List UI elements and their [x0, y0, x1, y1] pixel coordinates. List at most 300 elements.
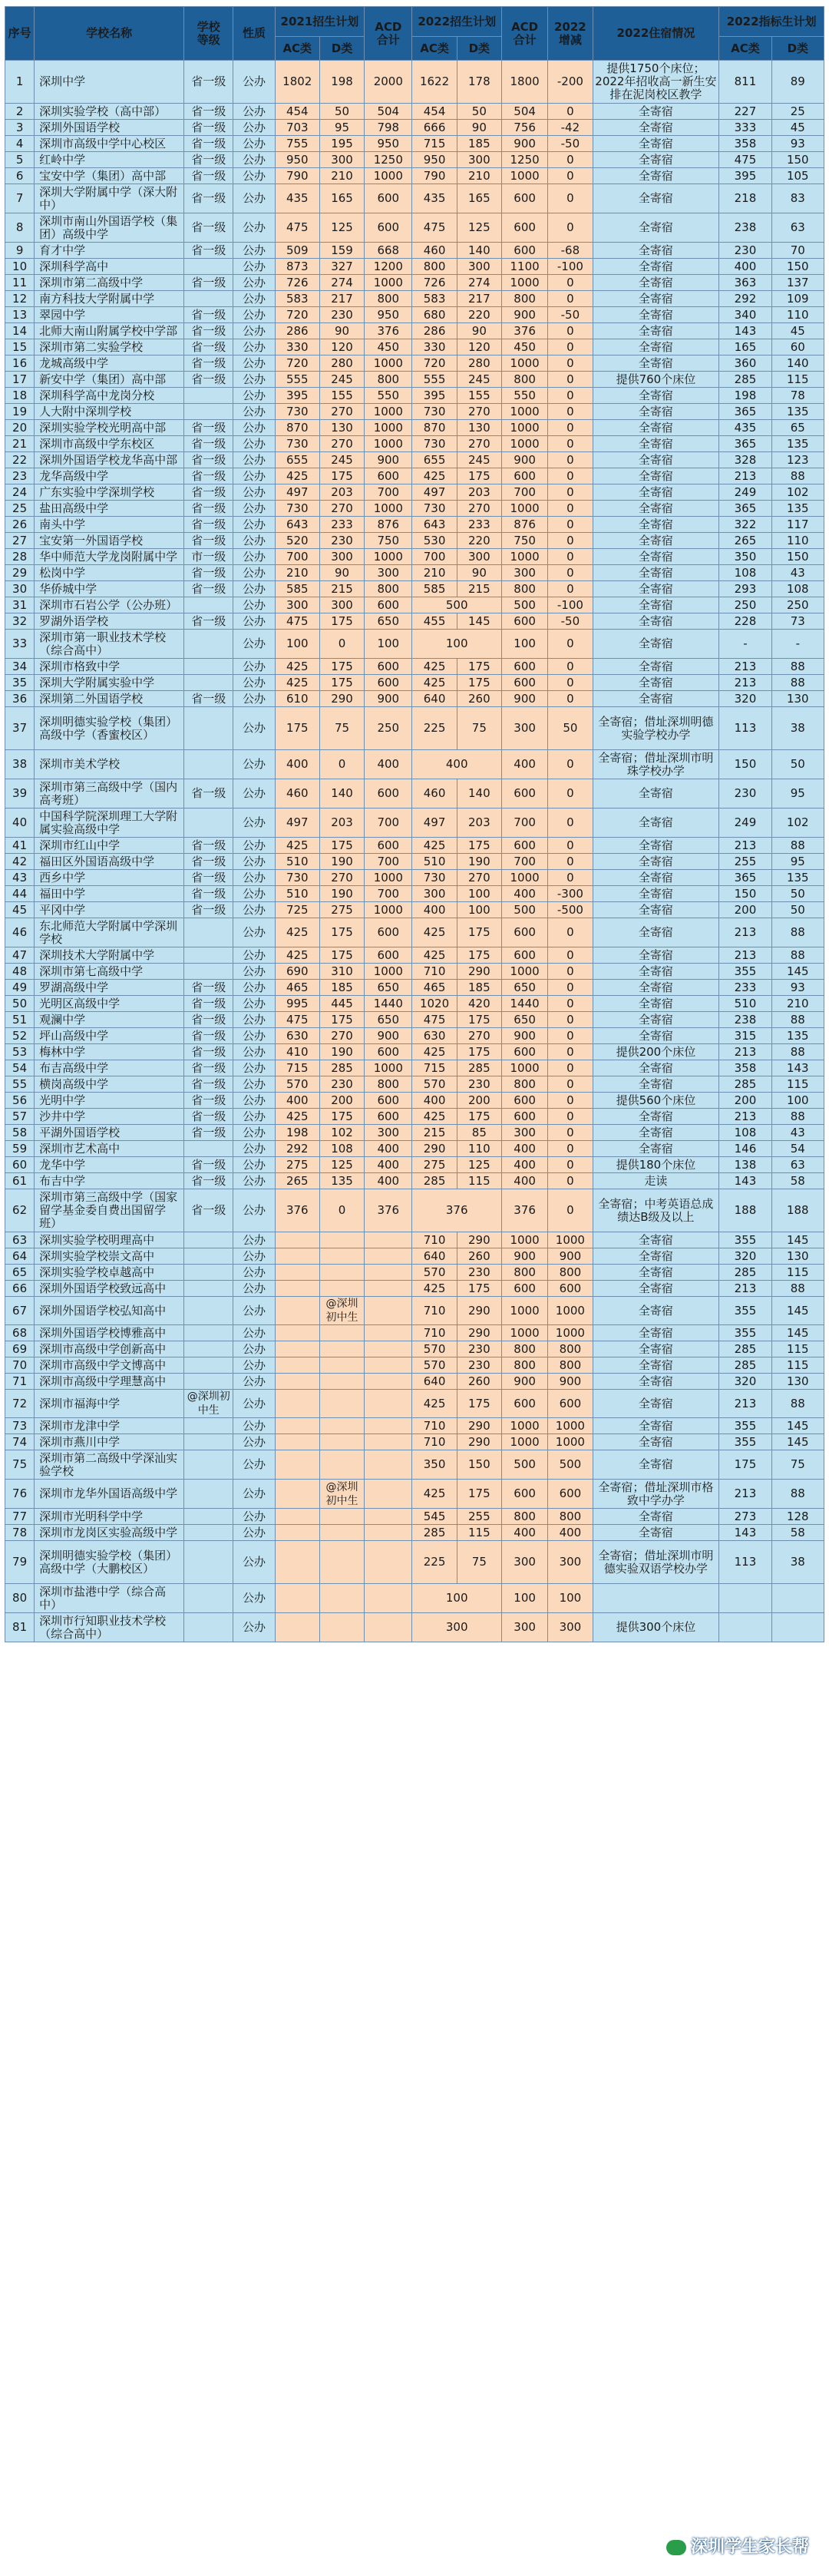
quota-d [771, 1584, 824, 1613]
quota-d: 102 [771, 809, 824, 838]
plan-2021-ac [275, 1248, 319, 1265]
school-level: 省一级 [184, 1189, 233, 1232]
school-level: 省一级 [184, 355, 233, 372]
increase-2022: 0 [548, 152, 593, 168]
increase-2022: 0 [548, 918, 593, 947]
plan-2021-d: 230 [319, 307, 364, 323]
plan-2022-d: 175 [457, 947, 501, 964]
increase-2022: 0 [548, 168, 593, 184]
quota-d: 137 [771, 275, 824, 291]
plan-2021-ac [275, 1584, 319, 1613]
school-level: 省一级 [184, 436, 233, 452]
school-name: 罗湖高级中学 [35, 980, 184, 996]
plan-2021-ac: 395 [275, 388, 319, 404]
table-row [5, 1341, 824, 1357]
quota-ac: 113 [719, 1541, 771, 1584]
row-index: 42 [5, 854, 35, 870]
school-type: 公办 [233, 980, 275, 996]
acd-2021: 700 [365, 484, 412, 501]
plan-2022-d: 220 [457, 307, 501, 323]
table-row [5, 243, 824, 259]
school-level [184, 1374, 233, 1390]
school-name: 深圳市高级中学中心校区 [35, 136, 184, 152]
plan-2022-ac: 497 [412, 484, 457, 501]
plan-2021-d: 108 [319, 1141, 364, 1157]
plan-2022-ac: 585 [412, 581, 457, 597]
plan-2021-ac [275, 1450, 319, 1480]
plan-2021-d: 159 [319, 243, 364, 259]
school-type: 公办 [233, 854, 275, 870]
quota-d: 145 [771, 964, 824, 980]
school-name: 深圳外国语学校致远高中 [35, 1281, 184, 1297]
quota-ac: 227 [719, 104, 771, 120]
row-index: 20 [5, 420, 35, 436]
quota-d: 123 [771, 452, 824, 468]
acd-2021: 600 [365, 1109, 412, 1125]
quota-ac: 328 [719, 452, 771, 468]
quota-d: 130 [771, 1374, 824, 1390]
plan-2022-d: 203 [457, 809, 501, 838]
plan-2021-d: 270 [319, 404, 364, 420]
increase-2022: 0 [548, 323, 593, 339]
acd-2022: 900 [501, 691, 547, 707]
boarding-info: 全寄宿 [593, 630, 719, 659]
plan-2021-d [319, 1281, 364, 1297]
row-index: 7 [5, 184, 35, 213]
increase-2022: -42 [548, 120, 593, 136]
quota-ac: 360 [719, 355, 771, 372]
plan-2021-ac: 610 [275, 691, 319, 707]
acd-2022: 650 [501, 1012, 547, 1028]
quota-d: 135 [771, 870, 824, 886]
row-index: 18 [5, 388, 35, 404]
school-type: 公办 [233, 468, 275, 484]
school-type: 公办 [233, 565, 275, 581]
plan-2021-d: 90 [319, 565, 364, 581]
acd-2021: 400 [365, 1141, 412, 1157]
quota-ac: 285 [719, 1076, 771, 1093]
school-name: 沙井中学 [35, 1109, 184, 1125]
quota-d: 110 [771, 533, 824, 549]
plan-2021-d [319, 1450, 364, 1480]
plan-2021-ac: 100 [275, 630, 319, 659]
plan-2022-ac: 210 [412, 565, 457, 581]
plan-2021-d: 175 [319, 947, 364, 964]
acd-2021: 800 [365, 291, 412, 307]
acd-2022: 1000 [501, 404, 547, 420]
school-type: 公办 [233, 61, 275, 104]
table-row [5, 1418, 824, 1434]
acd-2021 [365, 1434, 412, 1450]
school-name: 龙城高级中学 [35, 355, 184, 372]
table-row [5, 750, 824, 779]
table-row [5, 1141, 824, 1157]
plan-2022-combined: 376 [412, 1189, 502, 1232]
increase-2022: 0 [548, 980, 593, 996]
quota-ac: 320 [719, 691, 771, 707]
plan-2022-ac: 555 [412, 372, 457, 388]
boarding-info: 全寄宿 [593, 1232, 719, 1248]
quota-d: 54 [771, 1141, 824, 1157]
school-level [184, 1434, 233, 1450]
acd-2022: 1000 [501, 964, 547, 980]
quota-d: 38 [771, 1541, 824, 1584]
plan-2022-ac: 400 [412, 902, 457, 918]
plan-2022-ac: 583 [412, 291, 457, 307]
quota-d: 210 [771, 996, 824, 1012]
row-index: 81 [5, 1613, 35, 1642]
row-index: 72 [5, 1390, 35, 1418]
school-name: 深圳市第七高级中学 [35, 964, 184, 980]
school-level: 省一级 [184, 136, 233, 152]
quota-d: 250 [771, 597, 824, 613]
plan-2021-ac: 870 [275, 420, 319, 436]
plan-2021-d: 230 [319, 533, 364, 549]
quota-ac: 365 [719, 870, 771, 886]
boarding-info: 全寄宿 [593, 501, 719, 517]
school-type: 公办 [233, 1584, 275, 1613]
plan-2022-ac: 530 [412, 533, 457, 549]
quota-ac: 108 [719, 565, 771, 581]
school-name: 深圳市第三高级中学（国家留学基金委自费出国留学班） [35, 1189, 184, 1232]
school-level: 省一级 [184, 1012, 233, 1028]
plan-2021-d [319, 1357, 364, 1374]
boarding-info: 全寄宿 [593, 659, 719, 675]
quota-ac: 365 [719, 501, 771, 517]
plan-2022-d: 130 [457, 420, 501, 436]
increase-2022: 100 [548, 1584, 593, 1613]
row-index: 14 [5, 323, 35, 339]
boarding-info: 提供760个床位 [593, 372, 719, 388]
header-d-quota: D类 [771, 37, 824, 61]
row-index: 30 [5, 581, 35, 597]
increase-2022: 1000 [548, 1232, 593, 1248]
table-row [5, 1541, 824, 1584]
row-index: 40 [5, 809, 35, 838]
plan-2022-ac: 425 [412, 918, 457, 947]
table-row [5, 323, 824, 339]
increase-2022: 600 [548, 1281, 593, 1297]
plan-2021-ac: 643 [275, 517, 319, 533]
acd-2022: 1800 [501, 61, 547, 104]
acd-2022: 900 [501, 1374, 547, 1390]
row-index: 53 [5, 1044, 35, 1060]
plan-2022-ac: 350 [412, 1450, 457, 1480]
quota-d: 88 [771, 1480, 824, 1509]
plan-2022-combined: 300 [412, 1613, 502, 1642]
plan-2021-d: 0 [319, 1189, 364, 1232]
plan-2021-ac: 265 [275, 1173, 319, 1189]
table-row [5, 1584, 824, 1613]
plan-2022-ac: 225 [412, 707, 457, 750]
table-row [5, 996, 824, 1012]
acd-2022: 600 [501, 779, 547, 809]
plan-2022-d: 185 [457, 980, 501, 996]
school-name: 深圳实验学校卓越高中 [35, 1265, 184, 1281]
school-type: 公办 [233, 1509, 275, 1525]
plan-2022-ac: 497 [412, 809, 457, 838]
note-tag: @深圳初中生 [325, 1298, 358, 1324]
table-row [5, 1434, 824, 1450]
acd-2022: 700 [501, 484, 547, 501]
increase-2022: -100 [548, 259, 593, 275]
acd-2021: 1440 [365, 996, 412, 1012]
row-index: 34 [5, 659, 35, 675]
row-index: 28 [5, 549, 35, 565]
acd-2021: 1000 [365, 902, 412, 918]
school-type: 公办 [233, 517, 275, 533]
school-name: 布吉高级中学 [35, 1060, 184, 1076]
plan-2021-d: 290 [319, 691, 364, 707]
school-type: 公办 [233, 1044, 275, 1060]
acd-2021 [365, 1541, 412, 1584]
acd-2021: 600 [365, 918, 412, 947]
plan-2022-d: 125 [457, 213, 501, 243]
increase-2022: 900 [548, 1374, 593, 1390]
plan-2022-ac: 285 [412, 1173, 457, 1189]
table-row [5, 1093, 824, 1109]
plan-2022-d: 150 [457, 1450, 501, 1480]
plan-2021-d: 0 [319, 630, 364, 659]
quota-d: 150 [771, 549, 824, 565]
table-row [5, 420, 824, 436]
acd-2021: 600 [365, 779, 412, 809]
acd-2022: 1000 [501, 549, 547, 565]
school-name: 深圳市福海中学 [35, 1390, 184, 1418]
acd-2022: 600 [501, 213, 547, 243]
quota-d: 63 [771, 213, 824, 243]
school-type: 公办 [233, 597, 275, 613]
plan-2022-d: 420 [457, 996, 501, 1012]
acd-2021: 504 [365, 104, 412, 120]
quota-d: 75 [771, 1450, 824, 1480]
school-name: 华中师范大学龙岗附属中学 [35, 549, 184, 565]
row-index: 51 [5, 1012, 35, 1028]
acd-2022: 800 [501, 581, 547, 597]
quota-ac: 146 [719, 1141, 771, 1157]
plan-2021-d: 75 [319, 707, 364, 750]
header-level: 学校 等级 [184, 7, 233, 61]
boarding-info: 提供200个床位 [593, 1044, 719, 1060]
boarding-info: 全寄宿 [593, 581, 719, 597]
acd-2021: 100 [365, 630, 412, 659]
header-acd-2021: ACD 合计 [365, 7, 412, 61]
row-index: 54 [5, 1060, 35, 1076]
boarding-info: 全寄宿 [593, 980, 719, 996]
quota-ac: 213 [719, 918, 771, 947]
plan-2022-ac: 655 [412, 452, 457, 468]
quota-d: 102 [771, 484, 824, 501]
school-type: 公办 [233, 1541, 275, 1584]
school-type: 公办 [233, 420, 275, 436]
plan-2021-d: 165 [319, 184, 364, 213]
school-type: 公办 [233, 120, 275, 136]
increase-2022: 0 [548, 779, 593, 809]
quota-ac: 363 [719, 275, 771, 291]
school-level: 省一级 [184, 213, 233, 243]
quota-d: 145 [771, 1434, 824, 1450]
row-index: 33 [5, 630, 35, 659]
school-type: 公办 [233, 1248, 275, 1265]
plan-2021-ac [275, 1390, 319, 1418]
plan-2022-ac: 643 [412, 517, 457, 533]
boarding-info: 全寄宿 [593, 838, 719, 854]
quota-ac: 265 [719, 533, 771, 549]
quota-ac: 355 [719, 1434, 771, 1450]
increase-2022: 1000 [548, 1297, 593, 1325]
table-row [5, 1265, 824, 1281]
plan-2022-ac: 215 [412, 1125, 457, 1141]
school-type: 公办 [233, 339, 275, 355]
plan-2021-ac: 700 [275, 549, 319, 565]
school-type: 公办 [233, 630, 275, 659]
school-name: 东北师范大学附属中学深圳学校 [35, 918, 184, 947]
plan-2022-d: 175 [457, 918, 501, 947]
plan-2021-ac: 510 [275, 854, 319, 870]
plan-2022-ac: 730 [412, 501, 457, 517]
plan-2021-ac: 400 [275, 750, 319, 779]
quota-ac: 108 [719, 1125, 771, 1141]
school-type: 公办 [233, 1125, 275, 1141]
boarding-info: 全寄宿 [593, 355, 719, 372]
plan-2022-d: 120 [457, 339, 501, 355]
boarding-info: 全寄宿 [593, 1434, 719, 1450]
school-type: 公办 [233, 918, 275, 947]
plan-2021-ac: 454 [275, 104, 319, 120]
boarding-info: 全寄宿 [593, 1012, 719, 1028]
increase-2022: 0 [548, 291, 593, 307]
increase-2022: 800 [548, 1357, 593, 1374]
increase-2022: 0 [548, 517, 593, 533]
school-type: 公办 [233, 152, 275, 168]
acd-2021: 600 [365, 659, 412, 675]
plan-2021-ac: 175 [275, 707, 319, 750]
school-name: 深圳市行知职业技术学校（综合高中） [35, 1613, 184, 1642]
school-type: 公办 [233, 996, 275, 1012]
acd-2022: 500 [501, 597, 547, 613]
boarding-info: 全寄宿 [593, 886, 719, 902]
increase-2022: 0 [548, 675, 593, 691]
plan-2022-ac: 286 [412, 323, 457, 339]
boarding-info: 全寄宿 [593, 436, 719, 452]
school-name: 深圳科学高中 [35, 259, 184, 275]
table-row [5, 964, 824, 980]
plan-2022-ac: 425 [412, 675, 457, 691]
school-type: 公办 [233, 947, 275, 964]
row-index: 8 [5, 213, 35, 243]
increase-2022: 0 [548, 1141, 593, 1157]
header-d-2022: D类 [457, 37, 501, 61]
increase-2022: 0 [548, 1012, 593, 1028]
boarding-info: 全寄宿 [593, 291, 719, 307]
header-ac-2021: AC类 [275, 37, 319, 61]
plan-2022-combined: 400 [412, 750, 502, 779]
plan-2022-ac: 455 [412, 613, 457, 630]
school-level: 省一级 [184, 980, 233, 996]
quota-d: 73 [771, 613, 824, 630]
plan-2022-ac: 425 [412, 947, 457, 964]
boarding-info: 全寄宿 [593, 1509, 719, 1525]
table-row [5, 1012, 824, 1028]
acd-2022: 1000 [501, 1060, 547, 1076]
school-type: 公办 [233, 1173, 275, 1189]
increase-2022: -100 [548, 597, 593, 613]
school-level: 省一级 [184, 1173, 233, 1189]
quota-d: 83 [771, 184, 824, 213]
enrollment-table [5, 6, 824, 1642]
acd-2021: 600 [365, 213, 412, 243]
quota-ac: 150 [719, 750, 771, 779]
boarding-info: 全寄宿 [593, 259, 719, 275]
acd-2021 [365, 1509, 412, 1525]
acd-2022: 876 [501, 517, 547, 533]
acd-2021: 650 [365, 1012, 412, 1028]
plan-2022-ac: 720 [412, 355, 457, 372]
plan-2021-d: 175 [319, 1109, 364, 1125]
school-level [184, 1281, 233, 1297]
school-type: 公办 [233, 549, 275, 565]
school-level [184, 675, 233, 691]
quota-d: 135 [771, 436, 824, 452]
plan-2021-ac [275, 1374, 319, 1390]
table-row [5, 838, 824, 854]
table-row [5, 918, 824, 947]
school-type: 公办 [233, 1109, 275, 1125]
increase-2022: 0 [548, 404, 593, 420]
row-index: 62 [5, 1189, 35, 1232]
plan-2021-ac: 755 [275, 136, 319, 152]
table-row [5, 980, 824, 996]
plan-2022-ac: 710 [412, 1325, 457, 1341]
school-level: 省一级 [184, 307, 233, 323]
school-name: 深圳市第二高级中学深汕实验学校 [35, 1450, 184, 1480]
school-level [184, 1357, 233, 1374]
quota-ac: 285 [719, 1265, 771, 1281]
increase-2022: 0 [548, 964, 593, 980]
increase-2022: 0 [548, 565, 593, 581]
plan-2021-d: 102 [319, 1125, 364, 1141]
increase-2022: 800 [548, 1341, 593, 1357]
boarding-info: 全寄宿 [593, 1450, 719, 1480]
table-row [5, 533, 824, 549]
plan-2021-ac: 730 [275, 501, 319, 517]
row-index: 4 [5, 136, 35, 152]
school-type: 公办 [233, 136, 275, 152]
plan-2021-d [319, 1374, 364, 1390]
acd-2021 [365, 1584, 412, 1613]
row-index: 39 [5, 779, 35, 809]
increase-2022: 0 [548, 581, 593, 597]
school-name: 光明区高级中学 [35, 996, 184, 1012]
school-type: 公办 [233, 750, 275, 779]
plan-2021-ac [275, 1297, 319, 1325]
school-type: 公办 [233, 1418, 275, 1434]
acd-2021: 1000 [365, 168, 412, 184]
school-name: 横岗高级中学 [35, 1076, 184, 1093]
plan-2021-d [319, 1434, 364, 1450]
row-index: 55 [5, 1076, 35, 1093]
plan-2022-d: 175 [457, 838, 501, 854]
acd-2022: 800 [501, 1357, 547, 1374]
row-index: 10 [5, 259, 35, 275]
school-type: 公办 [233, 1450, 275, 1480]
plan-2022-d: 100 [457, 902, 501, 918]
school-name: 南方科技大学附属中学 [35, 291, 184, 307]
acd-2021: 750 [365, 533, 412, 549]
plan-2022-ac: 710 [412, 1434, 457, 1450]
quota-d: 115 [771, 1076, 824, 1093]
plan-2021-ac: 555 [275, 372, 319, 388]
